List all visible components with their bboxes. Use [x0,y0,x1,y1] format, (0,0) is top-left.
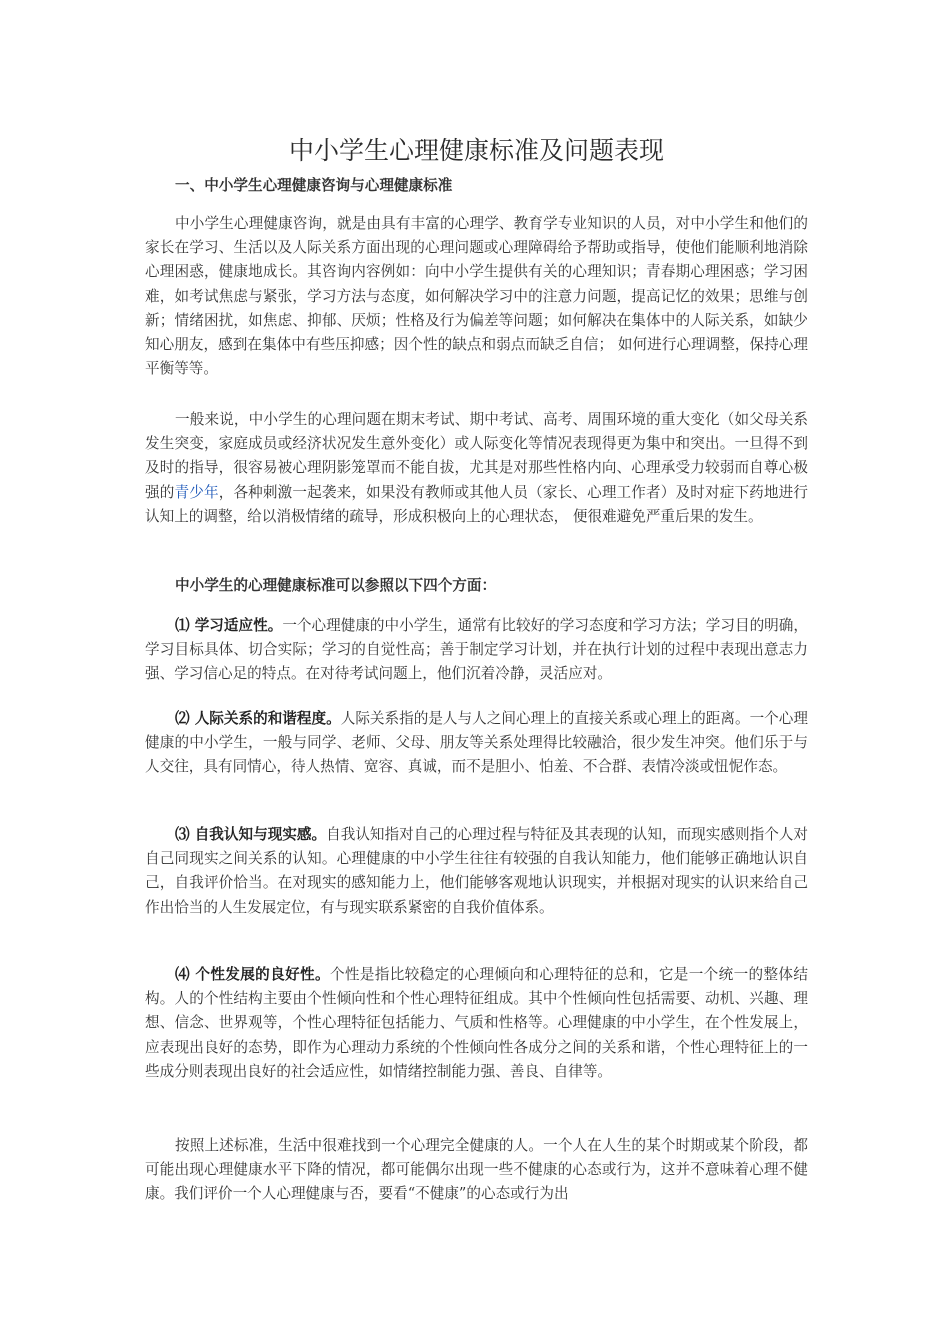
paragraph-self-cognition [145,823,808,920]
item-text: 自我认知指对自己的心理过程与特征及其表现的认知，而现实感则指个人对自己同现实之间关系的认知。心理健康的中小学生往往有较强的自我认知能力，他们能够正确地认识自己，自我评价恰当。在对现实的感知能力上，他们能够客观地认识现实，并根据对现实的认识来给自己作出恰当的人生发展定位，有与现实联系紧密的自我价值体系。 [145,826,808,916]
paragraph-learning-adaptability [145,614,808,687]
item-label: ⑵ 人际关系的和谐程度。 [175,710,341,727]
paragraph-problem-timing [145,408,808,529]
paragraph-text: ，各种刺激一起袭来，如果没有教师或其他人员（家长、心理工作者）及时对症下药地进行认知上的调整，给以消极情绪的疏导，形成积极向上的心理状态， 便很难避免严重后果的发生。 [145,483,808,525]
paragraph-text: 一般来说，中小学生的心理问题在期末考试、期中考试、高考、周围环境的重大变化（如父母关系发生突变，家庭成员或经济状况发生意外变化）或人际变化等情况表现得更为集中和突出。一旦得不到及时的指导，很容易被心理阴影笼罩而不能自拔，尤其是对那些性格内向、心理承受力较弱而自尊心极强的 [145,411,808,501]
item-text: 人际关系指的是人与人之间心理上的直接关系或心理上的距离。一个心理健康的中小学生，一般与同学、老师、父母、朋友等关系处理得比较融洽，很少发生冲突。他们乐于与人交往，具有同情心，待人热情、宽容、真诚，而不是胆小、怕羞、不合群、表情冷淡或忸怩作态。 [145,710,808,776]
item-label: ⑷ 个性发展的良好性。 [175,966,330,983]
youth-link[interactable]: 青少年 [174,483,219,501]
paragraph-interpersonal-harmony [145,707,808,780]
page-title: 中小学生心理健康标准及问题表现 [288,136,664,165]
paragraph-evaluation: 按照上述标准，生活中很难找到一个心理完全健康的人。一个人在人生的某个时期或某个阶段，都可能出现心理健康水平下降的情况，都可能偶尔出现一些不健康的心态或行为，这并不意味着心理不健康。我们评价一个人心理健康与否，要看“不健康”的心态或行为出 [145,1137,808,1203]
paragraph-personality-development [145,963,808,1084]
section-heading: 一、中小学生心理健康咨询与心理健康标准 [175,177,453,194]
item-label: ⑴ 学习适应性。 [175,617,283,634]
item-text: 个性是指比较稳定的心理倾向和心理特征的总和，它是一个统一的整体结构。人的个性结构主要由个性倾向性和个性心理特征组成。其中个性倾向性包括需要、动机、兴趣、理想、信念、世界观等，个性心理特征包括能力、气质和性格等。心理健康的中小学生，在个性发展上，应表现出良好的态势，即作为心理动力系统的个性倾向性各成分之间的关系和谐，个性心理特征上的一些成分则表现出良好的社会适应性，如情绪控制能力强、善良、自律等。 [145,966,808,1080]
item-text: 一个心理健康的中小学生，通常有比较好的学习态度和学习方法；学习目的明确，学习目标具体、切合实际；学习的自觉性高；善于制定学习计划，并在执行计划的过程中表现出意志力强、学习信心足的特点。在对待考试问题上，他们沉着冷静，灵活应对。 [145,617,808,683]
item-label: ⑶ 自我认知与现实感。 [175,826,327,843]
standards-subheading: 中小学生的心理健康标准可以参照以下四个方面： [175,577,497,594]
paragraph-counseling-definition: 中小学生心理健康咨询，就是由具有丰富的心理学、教育学专业知识的人员，对中小学生和他们的家长在学习、生活以及人际关系方面出现的心理问题或心理障碍给予帮助或指导，使他们能顺利地消除心理困惑，健康地成长。其咨询内容例如：向中小学生提供有关的心理知识；青春期心理困惑；学习困难，如考试焦虑与紧张，学习方法与态度，如何解决学习中的注意力问题，提高记忆的效果；思维与创新；情绪困扰，如焦虑、抑郁、厌烦；性格及行为偏差等问题；如何解决在集体中的人际关系，如缺少知心朋友，感到在集体中有些压抑感；因个性的缺点和弱点而缺乏自信； 如何进行心理调整，保持心理平衡等等。 [145,215,808,378]
